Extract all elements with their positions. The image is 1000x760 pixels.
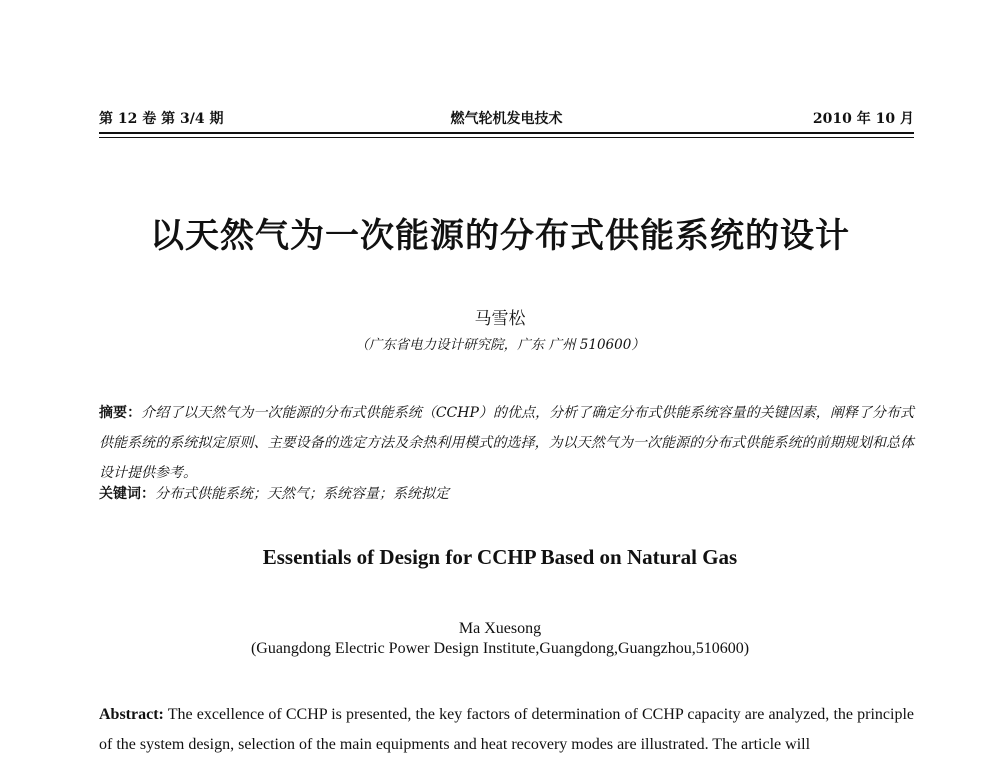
publication-date: 2010 年 10 月: [812, 111, 914, 127]
running-header: [99, 108, 914, 128]
keywords-cn-text: 分布式供能系统；天然气；系统容量；系统拟定: [155, 486, 449, 502]
abstract-en-text: The excellence of CCHP is presented, the key factors of determination of CCHP capacity are analyzed, the principle of the system design, selection of the main equipments and heat recovery modes are illustrated. The article will: [99, 706, 914, 753]
volume-issue: 第 12 卷 第 3/4 期: [99, 111, 224, 127]
keywords-cn: [99, 483, 914, 503]
affiliation-cn: （广东省电力设计研究院，广东 广州 510600）: [355, 337, 645, 353]
header-rule-thin: [99, 137, 914, 138]
paper-title-cn: 以天然气为一次能源的分布式供能系统的设计: [150, 216, 850, 256]
abstract-cn: [99, 398, 914, 488]
journal-name: 燃气轮机发电技术: [450, 111, 563, 127]
paper-title-en: Essentials of Design for CCHP Based on Natural Gas: [262, 545, 738, 569]
abstract-cn-label: 摘要：: [99, 405, 142, 421]
abstract-cn-text: 介绍了以天然气为一次能源的分布式供能系统（CCHP）的优点，分析了确定分布式供能系统容量的关键因素，阐释了分布式供能系统的系统拟定原则、主要设备的选定方法及余热利用模式的选择，为以天然气为一次能源的分布式供能系统的前期规划和总体设计提供参考。: [99, 405, 914, 481]
author-cn: 马雪松: [474, 309, 526, 329]
header-rule-thick: [99, 132, 914, 134]
abstract-en: [99, 700, 914, 760]
affiliation-en: (Guangdong Electric Power Design Institute,Guangdong,Guangzhou,510600): [250, 640, 750, 657]
abstract-en-label: Abstract:: [99, 706, 164, 723]
keywords-cn-label: 关键词：: [99, 486, 155, 502]
author-en: Ma Xuesong: [458, 620, 542, 637]
